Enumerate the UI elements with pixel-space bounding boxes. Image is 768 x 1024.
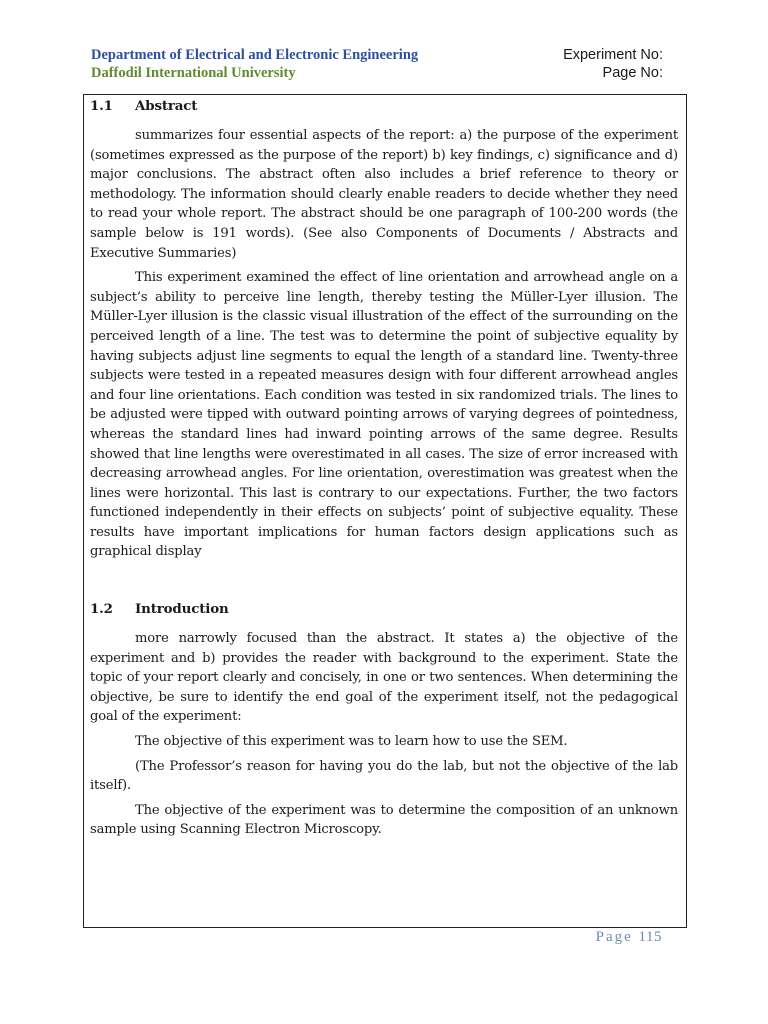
university-name: Daffodil International University: [91, 65, 296, 81]
section-number: 1.1: [90, 98, 113, 114]
section-heading-abstract: [90, 97, 678, 117]
introduction-example-bad: The objective of this experiment was to learn how to use the SEM.: [135, 734, 568, 750]
introduction-paragraph: more narrowly focused than the abstract. It states a) the objective of the experiment and b) provides the reader with background to the experiment. State the topic of your report clearly and concisely, in one or two sentences. When determining the objective, be sure to identify the end goal of the experiment itself, not the pedagogical goal of the experiment:: [90, 631, 678, 725]
department-name: Department of Electrical and Electronic Engineering: [91, 47, 419, 63]
section-number: 1.2: [90, 601, 113, 618]
page-no-label: Page No:: [602, 65, 663, 81]
section-heading-introduction: [90, 600, 678, 620]
experiment-no-label: Experiment No:: [563, 47, 663, 63]
page-number: 115: [638, 929, 662, 945]
page-content: [90, 97, 678, 845]
abstract-paragraph: summarizes four essential aspects of the report: a) the purpose of the experiment (sometimes expressed as the purpose of the report) b) key findings, c) significance and d) major conclusions. The abstract often also includes a brief reference to theory or methodology. The information should clearly enable readers to decide whether they need to read your whole report. The abstract should be one paragraph of 100-200 words (the sample below is 191 words). (See also Components of Documents / Abstracts and Executive Summaries): [90, 128, 678, 261]
introduction-example-good: The objective of the experiment was to determine the composition of an unknown sample using Scanning Electron Microscopy.: [90, 802, 678, 838]
section-title: Introduction: [135, 601, 229, 618]
header-institution: [91, 46, 418, 82]
header-experiment-info: [563, 46, 663, 82]
page-footer: [596, 929, 662, 946]
page-label: Page: [595, 929, 633, 945]
introduction-note: (The Professor’s reason for having you do the lab, but not the objective of the lab itself).: [90, 758, 678, 794]
abstract-sample-paragraph: This experiment examined the effect of line orientation and arrowhead angle on a subject’s ability to perceive line length, thereby testing the Müller-Lyer illusion. The Müller-Lyer illusion is the classic visual illustration of the effect of the surrounding on the perceived length of a line. The test was to determine the point of subjective equality by having subjects adjust line segments to equal the length of a standard line. Twenty-three subjects were tested in a repeated measures design with four different arrowhead angles and four line orientations. Each condition was tested in six randomized trials. The lines to be adjusted were tipped with outward pointing arrows of varying degrees of pointedness, whereas the standard lines had inward pointing arrows of the same degree. Results showed that line lengths were overestimated in all cases. The size of error increased with decreasing arrowhead angles. For line orientation, overestimation was greatest when the lines were horizontal. This last is contrary to our expectations. Further, the two factors functioned independently in their effects on subjects’ point of subjective equality. These results have important implications for human factors design applications such as graphical display: [90, 270, 678, 560]
section-title: Abstract: [135, 98, 198, 114]
